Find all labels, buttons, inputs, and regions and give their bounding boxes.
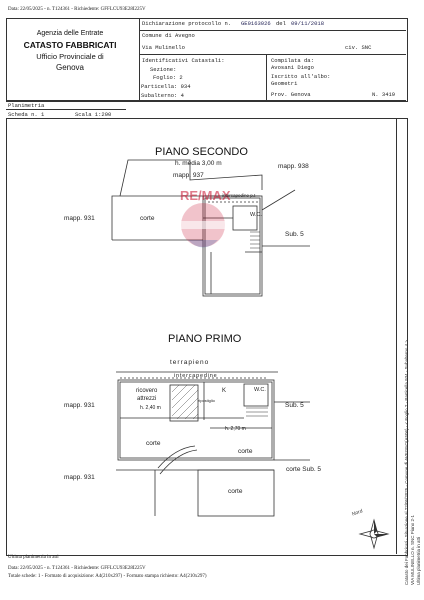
label-intercapedine-a: intercapedine p.t (222, 193, 256, 198)
planimetria-label: Planimetria (8, 102, 45, 109)
identificativi-label: Identificativi Catastali: (142, 57, 225, 64)
label-corte-d: corte (228, 488, 243, 495)
label-sub5-a: Sub. 5 (285, 231, 304, 238)
numero-albo: N. 3419 (372, 91, 396, 98)
label-mapp-931-a: mapp. 931 (64, 215, 95, 222)
label-mapp-931-c: mapp. 931 (64, 474, 95, 481)
label-terrapieno: terrapieno (170, 359, 210, 366)
dichiarazione-label: Dichiarazione protocollo n. (142, 20, 232, 27)
del-value: 09/11/2018 (291, 20, 325, 27)
del-label: del (276, 20, 286, 27)
label-mapp-938: mapp. 938 (278, 163, 309, 170)
label-mapp-937: mapp. 937 (173, 172, 204, 179)
label-sub5-b: Sub. 5 (285, 402, 304, 409)
watermark-balloon-icon (178, 200, 228, 250)
footer-note: Ultima planimetria in atti (8, 555, 59, 560)
top-note: Data: 22/05/2025 - n. T124361 - Richiedente: GFFLCU93E28I225V (8, 7, 146, 12)
catasto-title: CATASTO FABBRICATI (23, 40, 117, 50)
office-city: Genova (55, 63, 85, 72)
label-ricovero-2: attrezzi (137, 396, 157, 402)
piano-primo-title: PIANO PRIMO (168, 333, 242, 345)
iscritto-value: Geometri (271, 80, 298, 87)
side-text-2: VIA MULINELLO n. SNC Piano 2-1 (410, 514, 415, 585)
office-label: Ufficio Provinciale di (36, 52, 104, 61)
label-h270: h. 2,70 m (225, 426, 246, 432)
via: Via Mulinello (142, 44, 185, 51)
subalterno: Subalterno: 4 (141, 92, 184, 99)
side-text-1: Catasto dei Fabbricati - Situazione al 22/05/2025 - Comune di AVEGNO(A506) - < Foglio 2 - Particella 934 - Subalterno 4 > (404, 339, 409, 585)
side-text-3: Ultima planimetria in atti (416, 536, 421, 585)
piano-secondo-height: h. media 3,00 m (175, 160, 222, 167)
comune: Comune di Avegno (142, 32, 195, 39)
north-label: Nord (351, 508, 364, 518)
label-k: K (222, 388, 227, 394)
scheda-label: Scheda n. 1 (8, 111, 45, 118)
sezione-label: Sezione: (150, 66, 177, 73)
compilata-value: Avosani Diego (271, 64, 314, 71)
iscritto-label: Iscritto all'albo: (271, 73, 331, 80)
dichiarazione-value: GE0163026 (241, 20, 271, 27)
foglio: Foglio: 2 (153, 74, 183, 81)
label-wc-b: W.C. (254, 387, 266, 393)
label-mapp-931-b: mapp. 931 (64, 402, 95, 409)
label-corte-b: corte (146, 440, 161, 447)
label-corte-sub5: corte Sub. 5 (286, 466, 322, 473)
scala-label: Scala 1:200 (75, 111, 112, 118)
label-ricovero-1: ricovero (136, 388, 158, 394)
compilata-label: Compilata da: (271, 57, 314, 64)
label-wc-a: W.C. (250, 212, 262, 218)
north-arrow-icon (358, 518, 390, 550)
piano-secondo-title: PIANO SECONDO (155, 146, 248, 158)
civico: civ. SNC (345, 44, 372, 51)
footer-line-2: Totale schede: 1 - Formato di acquisizione: A4(210x297) - Formato stampa richiesto: A4(210x297) (8, 574, 207, 579)
particella: Particella: 934 (141, 83, 191, 90)
label-corte-c: corte (238, 448, 253, 455)
watermark-logo: RE/MAX (180, 188, 231, 203)
label-ripostiglio: ripostiglio (198, 398, 215, 403)
footer-line-1: Data: 22/05/2025 - n. T124361 - Richiedente: GFFLCU93E28I225V (8, 566, 146, 571)
label-intercapedine-b: intercapedine (174, 373, 218, 379)
label-corte-a: corte (140, 215, 155, 222)
provincia: Prov. Genova (271, 91, 311, 98)
agency-name: Agenzia delle Entrate (36, 30, 104, 37)
label-ricovero-height: h. 2,40 m (140, 405, 161, 411)
